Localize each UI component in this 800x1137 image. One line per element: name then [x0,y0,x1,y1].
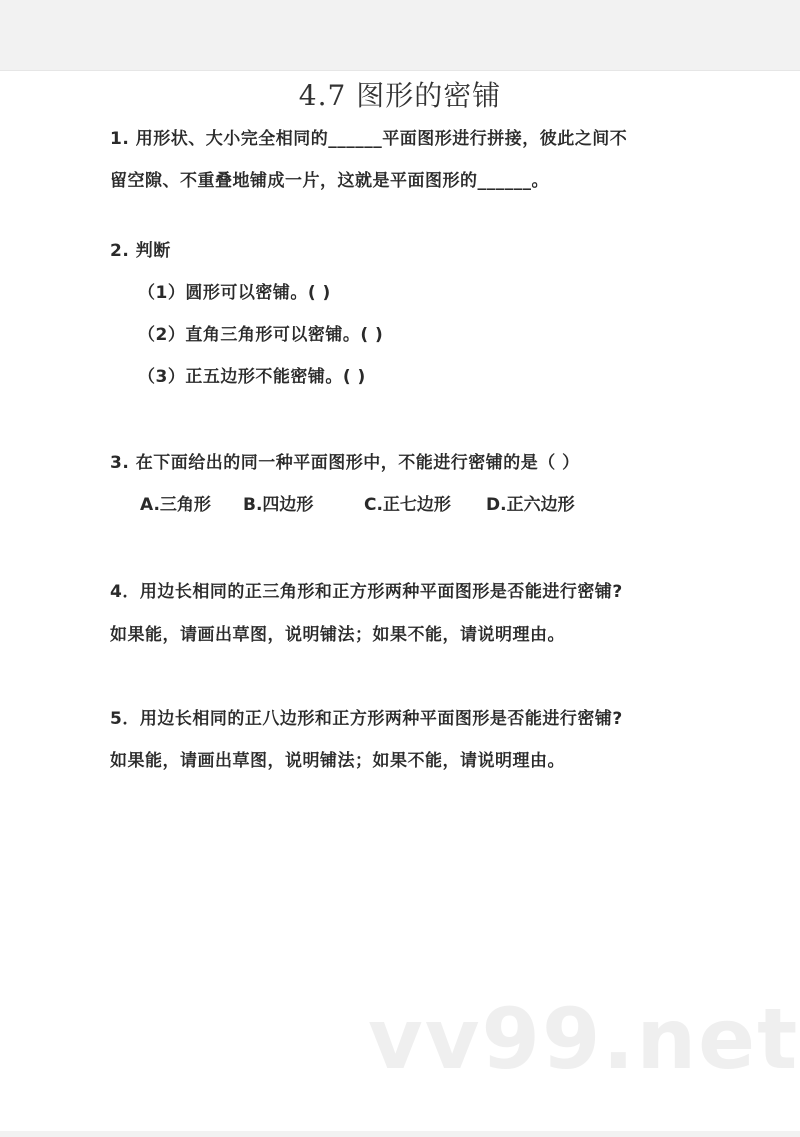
q2-item-1: （1）圆形可以密铺。( ) [138,283,331,303]
q4-line-2: 如果能，请画出草图，说明铺法；如果不能，请说明理由。 [110,625,565,645]
q3-option-a: A.三角形 [140,495,211,515]
q3-stem: 3. 在下面给出的同一种平面图形中，不能进行密铺的是（ ） [110,453,580,473]
q3-option-b: B.四边形 [243,495,314,515]
q4-line-1: 4．用边长相同的正三角形和正方形两种平面图形是否能进行密铺? [110,582,623,602]
q1-line-1: 1. 用形状、大小完全相同的______平面图形进行拼接，彼此之间不 [110,129,628,149]
q5-line-1: 5．用边长相同的正八边形和正方形两种平面图形是否能进行密铺? [110,709,623,729]
q2-header: 2. 判断 [110,241,171,261]
q1-line-2: 留空隙、不重叠地铺成一片，这就是平面图形的______。 [110,171,549,191]
q3-option-c: C.正七边形 [364,495,451,515]
q3-option-d: D.正六边形 [486,495,575,515]
q2-item-2: （2）直角三角形可以密铺。( ) [138,325,384,345]
watermark: vv99.net [368,990,800,1088]
q2-item-3: （3）正五边形不能密铺。( ) [138,367,366,387]
page-title: 4.7 图形的密铺 [298,79,502,112]
q5-line-2: 如果能，请画出草图，说明铺法；如果不能，请说明理由。 [110,751,565,771]
